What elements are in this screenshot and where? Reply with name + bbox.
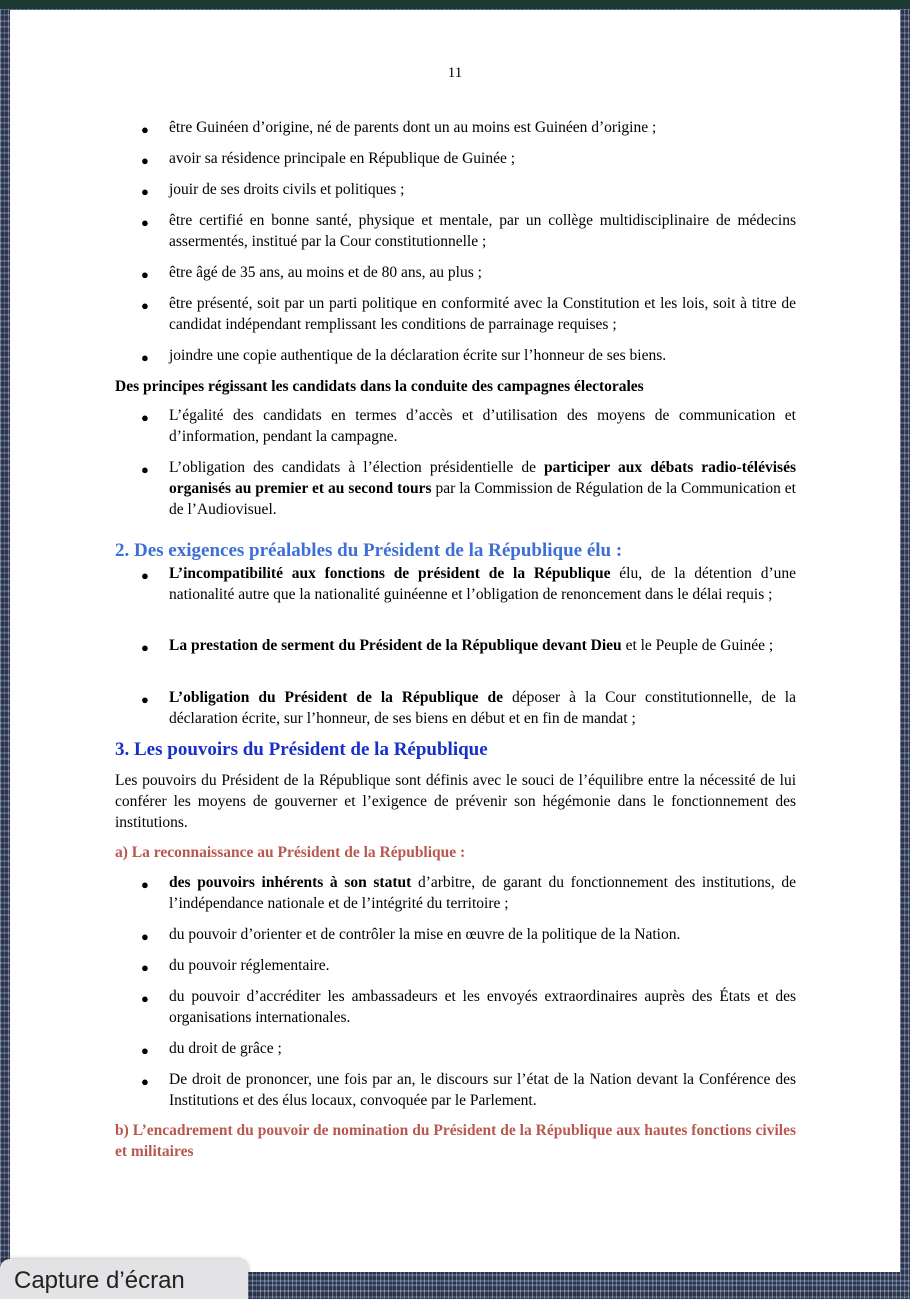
power-item: du droit de grâce ; [169,1040,282,1057]
bullet-icon [141,264,149,285]
bullet-icon [141,926,149,947]
condition-item: être Guinéen d’origine, né de parents dont un au moins est Guinéen d’origine ; [169,119,657,136]
power-item: du pouvoir d’accréditer les ambassadeurs et les envoyés extraordinaires auprès des États et des organisations internationales. [169,988,796,1026]
condition-item: être âgé de 35 ans, au moins et de 80 ans, au plus ; [169,264,482,281]
bullet-icon [141,150,149,171]
principle-item: L’obligation des candidats à l’élection présidentielle de participer aux débats radio-télévisés organisés au premier et au second tours par la Commission de Régulation de la Communication et de l’Audiovisuel. [169,459,796,518]
condition-item: jouir de ses droits civils et politiques ; [169,181,405,198]
principle-item: L’égalité des candidats en termes d’accès et d’utilisation des moyens de communication et d’information, pendant la campagne. [169,407,796,445]
screenshot-thumbnail-label: Capture d’écran [14,1267,185,1294]
principles-heading: Des principes régissant les candidats dans la conduite des campagnes électorales [115,378,644,395]
requirement-item: L’incompatibilité aux fonctions de président de la République élu, de la détention d’une nationalité autre que la nationalité guinéenne et l’obligation de renoncement dans le délai requis ; [169,565,796,603]
requirement-item: La prestation de serment du Président de la République devant Dieu et le Peuple de Guinée ; [169,637,774,654]
condition-item: être certifié en bonne santé, physique et mentale, par un collège multidisciplinaire de médecins assermentés, institué par la Cour constitutionnelle ; [169,212,796,250]
screenshot-thumbnail[interactable] [0,1259,248,1299]
window-top-bar [0,0,910,9]
power-item: du pouvoir d’orienter et de contrôler la mise en œuvre de la politique de la Nation. [169,926,681,943]
bullet-icon [141,874,149,895]
bullet-icon [141,119,149,140]
requirement-item: L’obligation du Président de la République de déposer à la Cour constitutionnelle, de la déclaration écrite, sur l’honneur, de ses biens en début et en fin de mandat ; [169,689,796,727]
bullet-icon [141,637,149,658]
bullet-icon [141,1071,149,1092]
bullet-icon [141,689,149,710]
power-item: des pouvoirs inhérents à son statut d’arbitre, de garant du fonctionnement des institutions, de l’indépendance nationale et de l’intégrité du territoire ; [169,874,796,912]
subheading-b: b) L’encadrement du pouvoir de nomination du Président de la République aux hautes fonctions civiles et militaires [115,1122,796,1160]
section-3-heading: 3. Les pouvoirs du Président de la République [115,739,488,760]
condition-item: avoir sa résidence principale en République de Guinée ; [169,150,516,167]
bullet-icon [141,181,149,202]
bullet-icon [141,1040,149,1061]
bullet-icon [141,565,149,586]
bullet-icon [141,988,149,1009]
bullet-icon [141,459,149,480]
bullet-icon [141,295,149,316]
document-page [10,10,900,1272]
subheading-a: a) La reconnaissance au Président de la République : [115,844,466,861]
power-item: du pouvoir réglementaire. [169,957,330,974]
bullet-icon [141,407,149,428]
bullet-icon [141,957,149,978]
condition-item: être présenté, soit par un parti politique en conformité avec la Constitution et les lois, soit à titre de candidat indépendant remplissant les conditions de parrainage requises ; [169,295,796,333]
power-item: De droit de prononcer, une fois par an, le discours sur l’état de la Nation devant la Conférence des Institutions et des élus locaux, convoquée par le Parlement. [169,1071,796,1109]
condition-item: joindre une copie authentique de la déclaration écrite sur l’honneur de ses biens. [169,347,667,364]
bullet-icon [141,212,149,233]
page-number: 11 [447,65,463,81]
bullet-icon [141,347,149,368]
section-3-intro: Les pouvoirs du Président de la République sont définis avec le souci de l’équilibre entre la nécessité de lui conférer les moyens de gouverner et l’exigence de prévenir son hégémonie dans le fonctionnement des institutions. [115,772,796,831]
section-2-heading: 2. Des exigences préalables du Président de la République élu : [115,540,623,561]
